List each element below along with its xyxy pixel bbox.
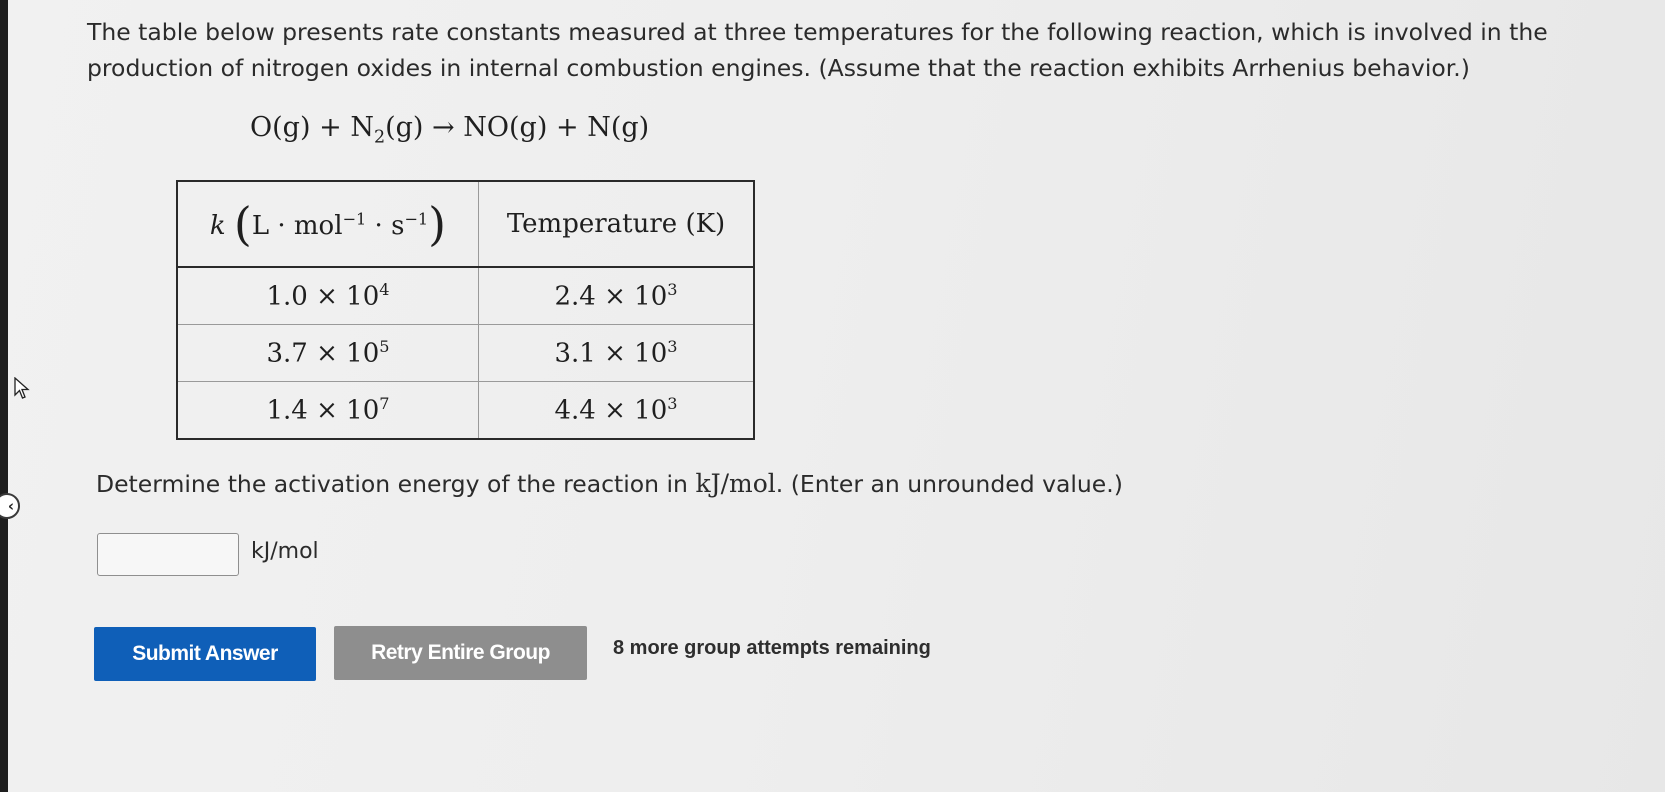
reactant-oxygen: O(g) (250, 112, 311, 143)
reactant-nitrogen: $N_2(g)$ (350, 112, 424, 148)
rate-constant-table (176, 180, 755, 440)
table-header-row (178, 182, 753, 267)
table-row (178, 382, 753, 439)
retry-entire-group-button[interactable]: Retry Entire Group (334, 626, 587, 680)
cell-temperature: $3.1 \times 10^3$ (479, 325, 754, 382)
question-unit: kJ/mol (695, 469, 776, 498)
cell-k: $1.0 \times 10^4$ (178, 267, 479, 325)
problem-intro: The table below presents rate constants measured at three temperatures for the following reaction, which is involved in the production of nitrogen oxides in internal combustion engines. (Assume that the reaction exhibits Arrhenius behavior.) (87, 18, 1548, 82)
chevron-left-icon: ‹ (7, 497, 14, 515)
reaction-equation: $O(g) + N_2(g) \to NO(g) + N(g)$ (250, 112, 650, 148)
table-row (178, 267, 753, 325)
column-header-k: k $(L \cdot mol^{-1} \cdot s^{-1})$ (178, 182, 479, 267)
table-row (178, 325, 753, 382)
cell-k: $3.7 \times 10^5$ (178, 325, 479, 382)
question-text: Determine the activation energy of the reaction in kJ/mol. (Enter an unrounded value.) (96, 469, 1123, 498)
column-header-temperature: Temperature (K) (479, 182, 754, 267)
answer-unit-label: kJ/mol (251, 539, 319, 564)
collapse-panel-button[interactable] (0, 493, 20, 519)
left-panel-edge (0, 0, 8, 792)
mouse-cursor-icon (14, 377, 32, 399)
cell-temperature: $4.4 \times 10^3$ (554, 394, 678, 426)
cell-temperature: $2.4 \times 10^3$ (479, 267, 754, 325)
cell-k: $1.4 \times 10^7$ (178, 382, 479, 439)
product-nitric-oxide: NO(g) (463, 112, 548, 143)
submit-answer-button[interactable]: Submit Answer (94, 627, 316, 681)
attempts-remaining-text: 8 more group attempts remaining (613, 637, 931, 659)
answer-input[interactable] (97, 533, 239, 576)
product-nitrogen: N(g) (587, 112, 650, 143)
reaction-arrow: → (432, 112, 455, 143)
